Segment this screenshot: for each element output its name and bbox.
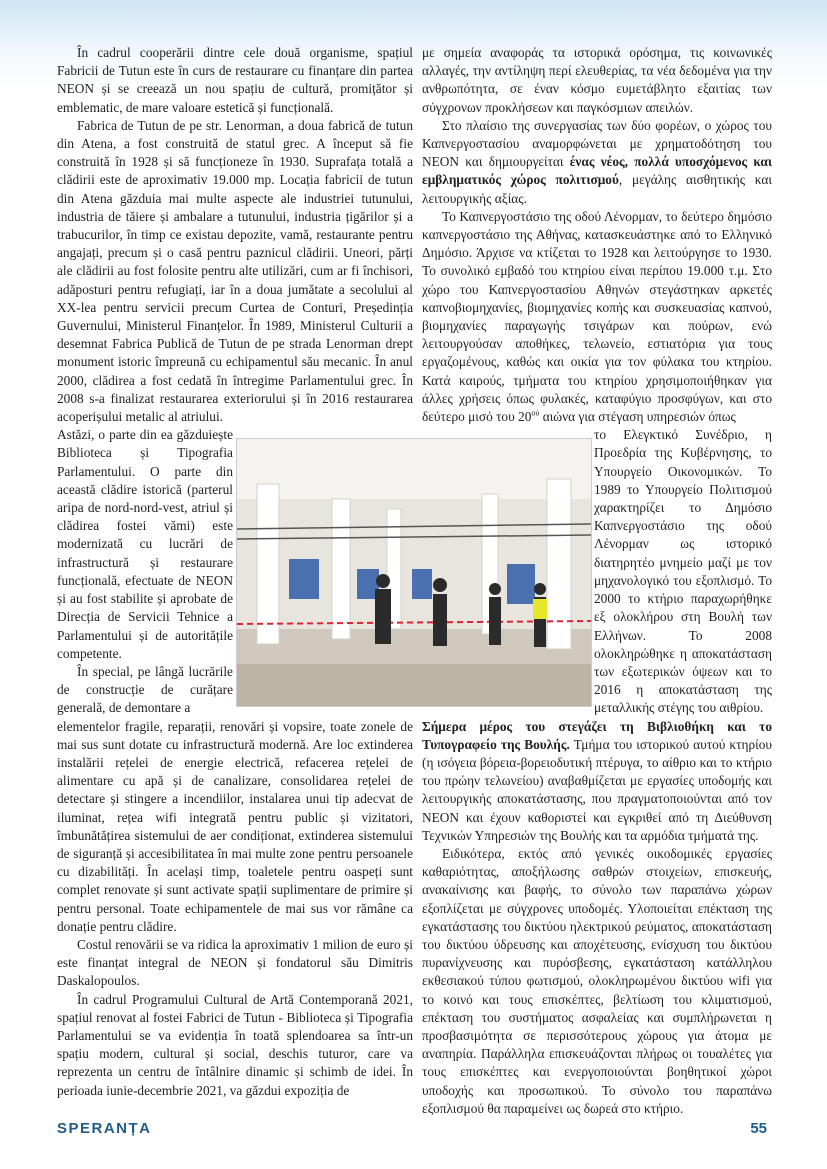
- paragraph: Ειδικότερα, εκτός από γενικές οικοδομικές εργασίες καθαριότητας, αποξήλωσης σαθρών στοιχείων, επισκευής, ανακαίνισης και βαφής, το σύνολο των παραπάνω χώρων εξοπλίζεται με σύγχρονες υποδομές. Υλοποιείται επέκταση της εγκατάστασης του δικτύου ηλεκτρικού ρεύματος, αποκατάσταση του δικτύου ύδρευσης και αποχέτευσης, ενίσχυση του δικτύου πυρανίχνευσης και πυρόσβεσης, εγκατάσταση κατάλληλου εκθεσιακού τύπου φωτισμού, ολοκληρωμένου δικτύου wifi για το κοινό και τους επισκέπτες, βελτίωση του κλιματισμού, επέκταση του συστήματος ασφαλείας και συμπλήρωνεται η προσβασιμότητα σε περισσότερους χώρους για άτομα με αναπηρία. Παράλληλα επισκευάζονται πλήρως οι τουαλέτες για τους επισκέπτες και ενεργοποιούνται βοηθητικοί χώροι υποδοχής και προσωπικού. Το σύνολο του παραπάνω εξοπλισμού θα παραμείνει ως δωρεά στο κτήριο.: [422, 845, 772, 1116]
- paragraph: το Ελεγκτικό Συνέδριο, η Προεδρία της Κυβέρνησης, το Υπουργείο Οικονομικών. Το 1989 το Υπουργείο Πολιτισμού χαρακτηρίζει το Δημόσιο Καπνεργοστάσιο της οδού Λένορμαν ως ιστορικό διατηρητέο μνημείο μαζί με τον μηχανολογικό του εξοπλισμό. Το 2000 το κτήριο παραχωρήθηκε εξ ολοκλήρου στη Βουλή των Ελλήνων. Το 2008 ολοκληρώθηκε η αποκατάσταση των εξωτερικών όψεων και το 2016 η αποκατάσταση της μεταλλικής στέγης του αιθρίου.: [594, 427, 772, 716]
- text: , μεγάλης αισθητικής και λειτουργικής αξίας.: [422, 172, 772, 206]
- text-wrap-right: [594, 426, 772, 717]
- text: Το Καπνεργοστάσιο της οδού Λένορμαν, το δεύτερο δημόσιο καπνεργοστάσιο της Αθήνας, κατασκευάστηκε από το Ελληνικό Δημόσιο. Άρχισε να κτίζεται το 1928 και λειτούργησε το 1930. Το συνολικό εμβαδό του κτηρίου είναι περίπου 19.000 τ.μ. Στο χώρο του Καπνεργοστασίου Αθηνών στεγάστηκαν αρκετές καπνοβιομηχανίες, βιομηχανίες κοπής και συσκευασίας καπνού, βιομηχανίες παραγωγής τσιγάρων και πούρων, ενώ λειτουργούσαν αποθήκες, τελωνείο, εστιατόρια για τους εργαζομένους, καθώς και οικία για τον φύλακα του κτηρίου. Κατά καιρούς, τμήματα του κτηρίου χρησιμοποιήθηκαν για άλλες χρήσεις όπως φυλακές, καταφύγιο προσφύγων, και στο δεύτερο μισό του 20: [422, 208, 772, 425]
- paragraph: Costul renovării se va ridica la aproximativ 1 milion de euro și este finanțat integral de NEON și fondatorul său Dimitris Daskalopoulos.: [57, 936, 413, 989]
- text-wrap-left: [57, 426, 233, 717]
- paragraph: [422, 718, 772, 845]
- factory-interior-photo: [236, 438, 592, 707]
- paragraph: În cadrul Programului Cultural de Artă Contemporană 2021, spațiul renovat al fostei Fabrici de Tutun - Biblioteca și Tipografia Parlamentului se va evidenția în toată splendoarea sa într-un spațiu modern, cultural și social, deschis tuturor, care va reprezenta un centru de întâlnire dinamic și schimb de idei. În perioada iunie-decembrie 2021, va găzdui expoziția de: [57, 991, 413, 1098]
- paragraph: elementelor fragile, reparații, renovări și vopsire, toate zonele de mai sus sunt dotate cu infrastructură modernă. Are loc extinderea instalării rețelei de energie electrică, refacerea rețelei de alimentare cu apă și de canalizare, consolidarea rețelei de detectare și stingere a incendiilor, instalarea unui tip adecvat de iluminat, rețea wifi integrată pentru public și vizitatori, îmbunătățirea sistemului de aer condiționat, extinderea sistemului de siguranță și accesibilitatea în mai multe zone pentru persoanele cu dizabilități. În același timp, toaletele pentru oaspeți sunt complet renovate și sunt activate spații suplimentare de primire și pentru personal. Toate echipamentele de mai sus vor rămâne ca donație pentru clădire.: [57, 718, 413, 934]
- paragraph: În special, pe lângă lucrările de construcție de curățare generală, de demontare a: [57, 663, 233, 716]
- text: αιώνα για στέγαση υπηρεσιών όπως: [539, 409, 736, 425]
- text: Τμήμα του ιστορικού αυτού κτηρίου (η ισόγεια βόρεια-βορειοδυτική πτέρυγα, το αίθριο και το κτήριο του πρώην τελωνείου) αναβαθμίζεται με εργασίες υποδομής και λειτουργικής αποκατάστασης, που πραγματοποιούνται από τον NEON και έχουν καθοριστεί και εγκριθεί από τη Διεύθυνση Τεχνικών Υπηρεσιών της Βουλής και τα αρμόδια τμήματά της.: [422, 736, 773, 843]
- text: Στο πλαίσιο της συνεργασίας των δύο φορέων, ο χώρος του Καπνεργοστασίου αναμορφώνεται με χρηματοδότηση του NEON και δημιουργείται: [422, 117, 772, 170]
- bold-text: ένας νέος, πολλά υποσχόμενος και εμβληματικός χώρος πολιτισμού: [422, 154, 772, 188]
- bold-text: Σήμερα μέρος του στεγάζει τη Βιβλιοθήκη και το Τυπογραφείο της Βουλής.: [422, 718, 772, 752]
- photo-illustration: [237, 439, 591, 706]
- superscript: ού: [531, 408, 540, 418]
- magazine-title: SPERANȚA: [57, 1120, 152, 1137]
- page-number: 55: [750, 1120, 767, 1137]
- paragraph: Astăzi, o parte din ea găzduiește Biblioteca și Tipografia Parlamentului. O parte din această clădire istorică (parterul aripa de nord-nord-vest, atriul și clădirea fostei vămi) este modernizată cu lucrări de infrastructură și restaurare funcțională, efectuate de NEON și au fost stabilite și aprobate de Direcția de Servicii Tehnice a Parlamentului și de autoritățile competente.: [57, 427, 233, 661]
- paragraph: με σημεία αναφοράς τα ιστορικά ορόσημα, τις κοινωνικές αλλαγές, την αντίληψη περί ελευθερίας, τα νέα δεδομένα για την ανθρωπότητα, σε έναν κόσμο ευμετάβλητο εξαιτίας των σύγχρονων προκλήσεων και παγκόσμιων απειλών.: [422, 45, 772, 115]
- paragraph: [422, 117, 772, 208]
- paragraph: În cadrul cooperării dintre cele două organisme, spațiul Fabricii de Tutun este în curs de restaurare cu finanțare din partea NEON și se creează un nou spațiu de cultură, promițător și emblematic, de mare valoare estetică și funcțională.: [57, 45, 413, 115]
- paragraph: [422, 208, 772, 426]
- paragraph: Fabrica de Tutun de pe str. Lenorman, a doua fabrică de tutun din Atena, a fost construită de statul grec. A început să fie construită în 1928 și să funcționeze în 1930. Suprafața totală a clădirii este de aproximativ 19.000 mp. Locația fabricii de tutun din Atena găzduia mai multe aspecte ale industriei tutunului, industria de tăiere și ambalare a tutunului, industria țigărilor și a trabucurilor, în timp ce existau depozite, vamă, restaurante pentru angajați, precum și o casă pentru paznicul clădirii. Uneori, părți ale clădirii au fost folosite pentru alte utilizări, cum ar fi închisori, adăposturi pentru refugiați, iar în a doua jumătate a secolului al XX-lea pentru servicii precum Curtea de Conturi, Președinția Guvernului, Ministerul Finanțelor. În 1989, Ministerul Culturii a desemnat Fabrica Publică de Tutun de pe strada Lenorman drept monument istoric împreună cu echipamentul său mecanic. În anul 2000, clădirea a fost cedată în întregime Parlamentului grec. În 2008 s-a finalizat restaurarea exteriorului și în 2016 restaurarea acoperișului metalic al atriului.: [57, 117, 413, 425]
